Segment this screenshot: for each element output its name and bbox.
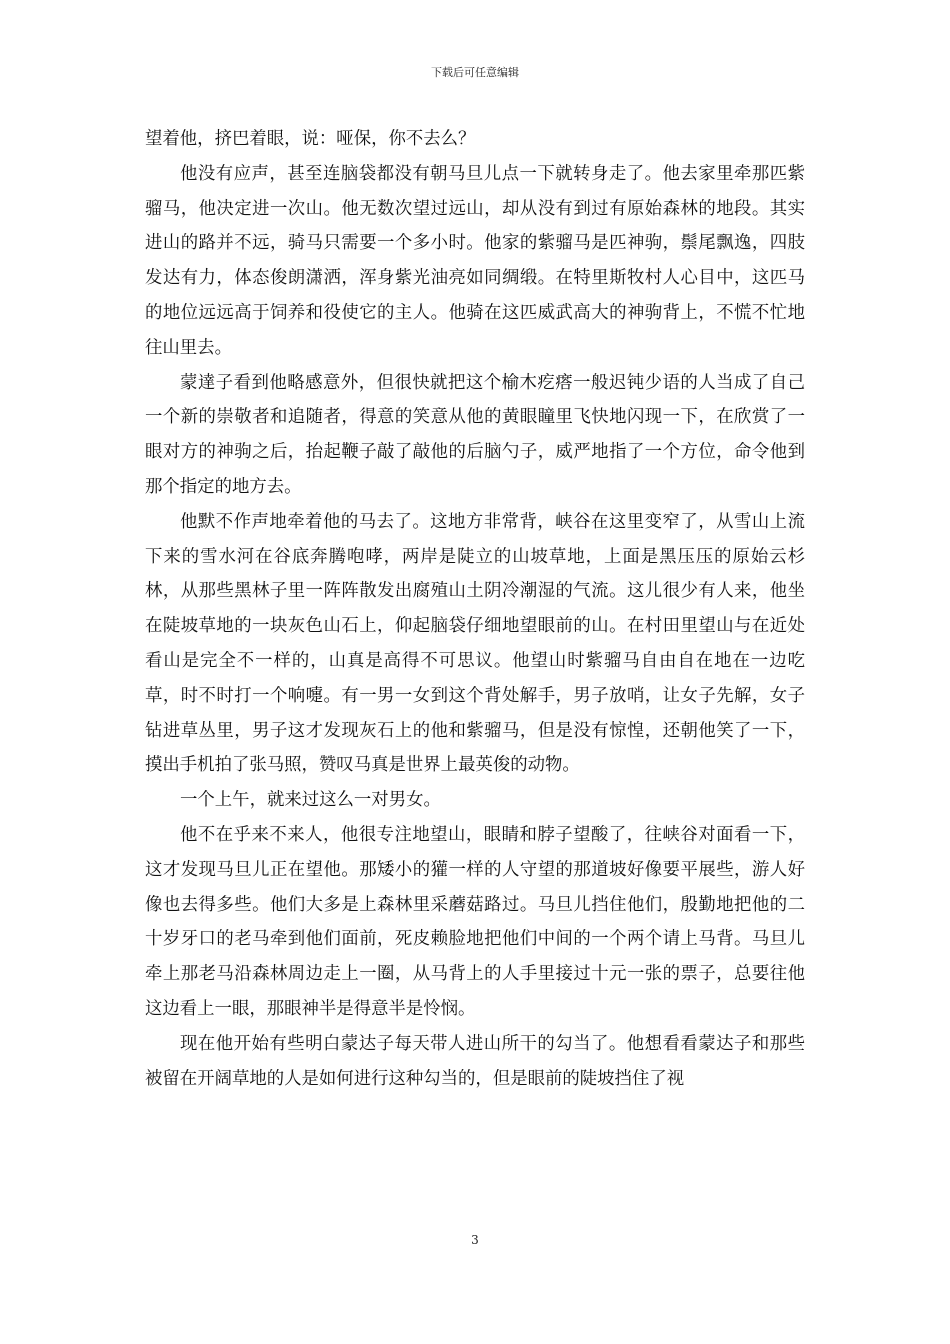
page-header: 下载后可任意编辑 — [431, 66, 519, 79]
body-text — [145, 122, 805, 1096]
paragraph-7: 现在他开始有些明白蒙达子每天带人进山所干的勾当了。他想看看蒙达子和那些被留在开阔草地的人是如何进行这种勾当的，但是眼前的陡坡挡住了视 — [145, 1033, 805, 1089]
paragraph-6: 他不在乎来不来人，他很专注地望山，眼睛和脖子望酸了，往峡谷对面看一下，这才发现马旦儿正在望他。那矮小的獾一样的人守望的那道坡好像要平展些，游人好像也去得多些。他们大多是上森林里采蘑菇路过。马旦儿挡住他们，殷勤地把他的二十岁牙口的老马牵到他们面前，死皮赖脸地把他们中间的一个两个请上马背。马旦儿牵上那老马沿森林周边走上一圈，从马背上的人手里接过十元一张的票子，总要往他这边看上一眼，那眼神半是得意半是怜悯。 — [145, 824, 805, 1019]
paragraph-5: 一个上午，就来过这么一对男女。 — [180, 790, 441, 811]
page-number: 3 — [471, 1233, 479, 1247]
paragraph-2: 他没有应声，甚至连脑袋都没有朝马旦儿点一下就转身走了。他去家里牵那匹紫骝马，他决定进一次山。他无数次望过远山，却从没有到过有原始森林的地段。其实进山的路并不远，骑马只需要一个多小时。他家的紫骝马是匹神驹，鬃尾飘逸，四肢发达有力，体态俊朗潇洒，浑身紫光油亮如同绸缎。在特里斯牧村人心目中，这匹马的地位远远高于饲养和役使它的主人。他骑在这匹威武高大的神驹背上，不慌不忙地往山里去。 — [145, 163, 805, 358]
paragraph-1: 望着他，挤巴着眼，说：哑保，你不去么？ — [145, 129, 476, 149]
paragraph-4: 他默不作声地牵着他的马去了。这地方非常背，峡谷在这里变窄了，从雪山上流下来的雪水河在谷底奔腾咆哮，两岸是陡立的山坡草地，上面是黑压压的原始云杉林，从那些黑林子里一阵阵散发出腐殖山土阴冷潮湿的气流。这儿很少有人来，他坐在陡坡草地的一块灰色山石上，仰起脑袋仔细地望眼前的山。在村田里望山与在近处看山是完全不一样的，山真是高得不可思议。他望山时紫骝马自由自在地在一边吃草，时不时打一个响嚏。有一男一女到这个背处解手，男子放哨，让女子先解，女子钻进草丛里，男子这才发现灰石上的他和紫骝马，但是没有惊惶，还朝他笑了一下，摸出手机拍了张马照，赞叹马真是世界上最英俊的动物。 — [145, 511, 805, 776]
paragraph-3: 蒙達子看到他略感意外，但很快就把这个榆木疙瘩一般迟钝少语的人当成了自己一个新的崇敬者和追随者，得意的笑意从他的黄眼瞳里飞快地闪现一下，在欣赏了一眼对方的神驹之后，抬起鞭子敲了敲他的后脑勺子，威严地指了一个方位，命令他到那个指定的地方去。 — [145, 372, 805, 497]
